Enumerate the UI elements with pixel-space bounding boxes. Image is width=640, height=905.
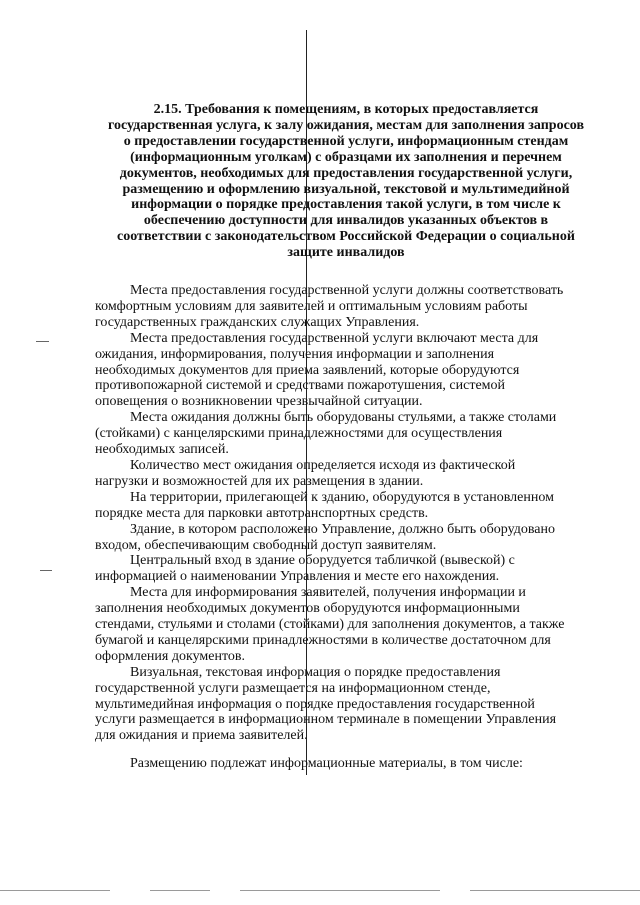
heading-line: о предоставлении государственной услуги, информационным стендам xyxy=(123,133,569,149)
heading-line: 2.15. Требования к помещениям, в которых предоставляется xyxy=(153,102,539,117)
margin-mark xyxy=(36,341,49,342)
paragraph: Места ожидания должны быть оборудованы стульями, а также столами (стойками) с канцелярскими принадлежностями для осуществления необходимых записей. xyxy=(95,410,557,458)
paragraph: Места предоставления государственной услуги должны соответствовать комфортным условиям для заявителей и оптимальным условиям работы государственных гражданских служащих Управления. xyxy=(95,283,564,330)
paragraph: Места для информирования заявителей, получения информации и заполнения необходимых документов оборудуются информационными стендами, стульями и столами (стойками) для заполнения документов, а также бумагой и канцелярскими принадлежностями в количестве достаточном для оформления документов. xyxy=(95,585,565,664)
heading-line: документов, необходимых для предоставления государственной услуги, xyxy=(119,165,573,181)
paragraph: Количество мест ожидания определяется исходя из фактической нагрузки и возможностей для их размещения в здании. xyxy=(95,457,516,489)
scan-artifact xyxy=(240,890,440,891)
paragraph: Визуальная, текстовая информация о порядке предоставления государственной услуги размещается на информационном стенде, мультимедийная информация о порядке предоставления государственной услуги размещается в информационном терминале в помещении Управления для ожидания и приема заявителей. xyxy=(95,664,557,744)
scan-artifact xyxy=(150,890,210,891)
section-heading xyxy=(90,102,602,261)
body-text xyxy=(95,283,590,772)
closing-line: Размещению подлежат информационные материалы, в том числе: xyxy=(130,756,523,772)
margin-mark xyxy=(40,570,52,571)
scan-artifact xyxy=(470,890,640,891)
paragraph: На территории, прилегающей к зданию, оборудуются в установленном порядке места для парковки автотранспортных средств. xyxy=(95,489,554,521)
heading-line: защите инвалидов xyxy=(287,245,405,261)
scan-artifact xyxy=(0,890,110,891)
heading-line: (информационным уголкам) с образцами их заполнения и перечнем xyxy=(130,149,562,165)
heading-line: информации о порядке предоставления такой услуги, в том числе к xyxy=(131,197,561,213)
heading-line: обеспечению доступности для инвалидов указанных объектов в xyxy=(143,213,549,229)
heading-line: размещению и оформлению визуальной, текстовой и мультимедийной xyxy=(122,181,570,197)
paragraph: Места предоставления государственной услуги включают места для ожидания, информирования, получения информации и заполнения необходимых документов для приема заявлений, которые оборудуются противопожарной системой и средствами пожаротушения, системой оповещения о возникновении чрезвычайной ситуации. xyxy=(95,330,539,410)
heading-line: государственная услуга, к залу ожидания, местам для заполнения запросов xyxy=(107,117,585,133)
heading-line: соответствии с законодательством Российской Федерации о социальной xyxy=(117,229,575,245)
paragraph: Центральный вход в здание оборудуется табличкой (вывеской) с информацией о наименовании Управления и месте его нахождения. xyxy=(95,553,515,585)
paragraph: Здание, в котором расположено Управление, должно быть оборудовано входом, обеспечивающим свободный доступ заявителям. xyxy=(95,521,555,553)
scan-bottom-edge xyxy=(0,880,640,905)
